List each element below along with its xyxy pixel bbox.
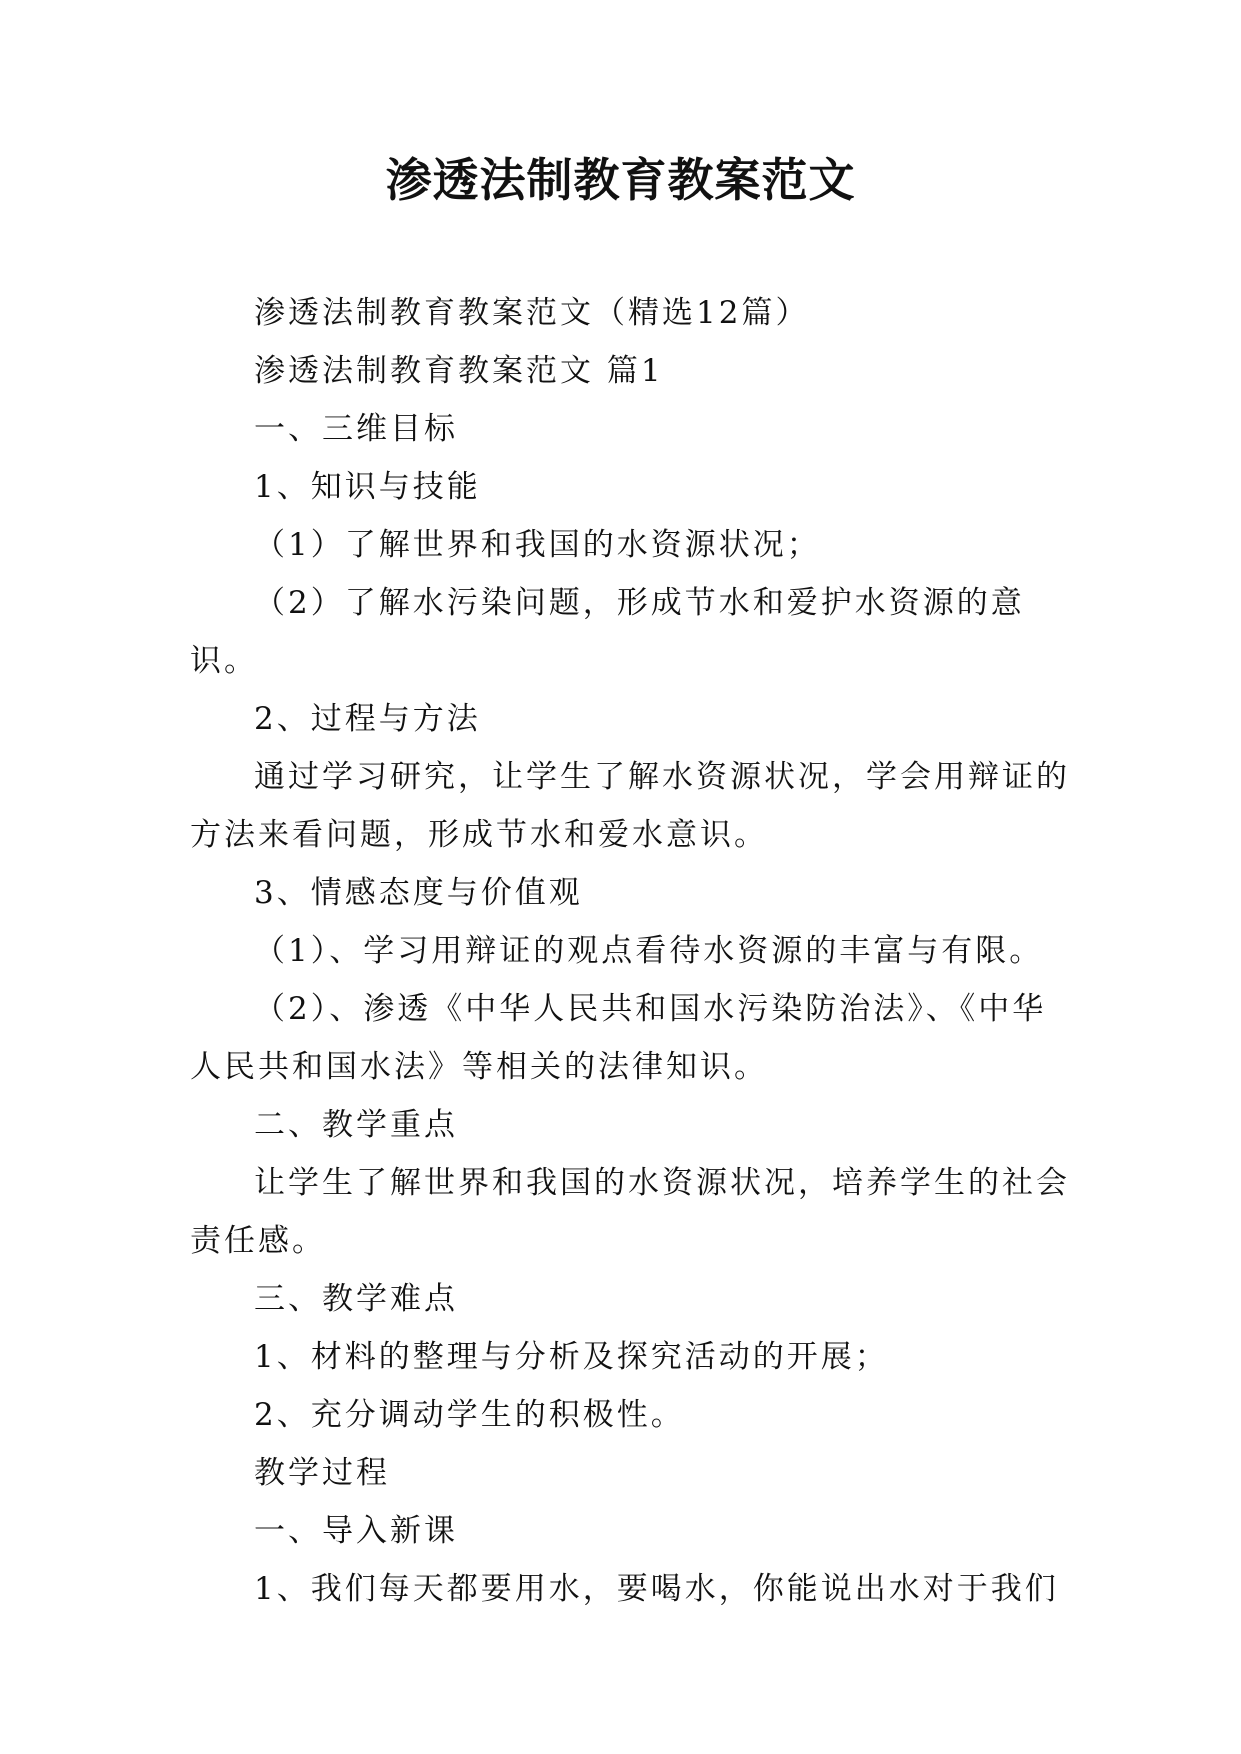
paragraph-item: （1）了解世界和我国的水资源状况；: [254, 527, 821, 563]
document-body: [190, 284, 1070, 1618]
paragraph-heading-difficulties: 三、教学难点: [254, 1281, 458, 1317]
paragraph-subtitle: 渗透法制教育教案范文（精选12篇）: [254, 295, 810, 331]
paragraph-attitudes-values: 3、情感态度与价值观: [254, 875, 583, 911]
paragraph-section-heading: 渗透法制教育教案范文 篇1: [254, 353, 664, 389]
paragraph-heading-process: 教学过程: [254, 1455, 390, 1491]
paragraph-item: （1）、学习用辩证的观点看待水资源的丰富与有限。: [254, 933, 1044, 969]
paragraph-knowledge-skills: 1、知识与技能: [254, 469, 481, 505]
paragraph-item: （2）了解水污染问题，形成节水和爱护水资源的意识。: [190, 585, 1025, 679]
paragraph-body-text: 让学生了解世界和我国的水资源状况，培养学生的社会责任感。: [190, 1165, 1070, 1259]
paragraph-process-methods: 2、过程与方法: [254, 701, 481, 737]
paragraph-heading-key-points: 二、教学重点: [254, 1107, 458, 1143]
document-title: 渗透法制教育教案范文: [385, 153, 856, 207]
paragraph-item: （2）、渗透《中华人民共和国水污染防治法》、《中华人民共和国水法》等相关的法律知识。: [190, 991, 1047, 1085]
paragraph-body-text: 通过学习研究，让学生了解水资源状况，学会用辩证的方法来看问题，形成节水和爱水意识。: [190, 759, 1070, 853]
paragraph-item: 1、材料的整理与分析及探究活动的开展；: [254, 1339, 889, 1375]
paragraph-body-text: 1、我们每天都要用水，要喝水，你能说出水对于我们: [254, 1571, 1059, 1607]
paragraph-heading-intro: 一、导入新课: [254, 1513, 458, 1549]
paragraph-item: 2、充分调动学生的积极性。: [254, 1397, 685, 1433]
paragraph-heading-objectives: 一、三维目标: [254, 411, 458, 447]
